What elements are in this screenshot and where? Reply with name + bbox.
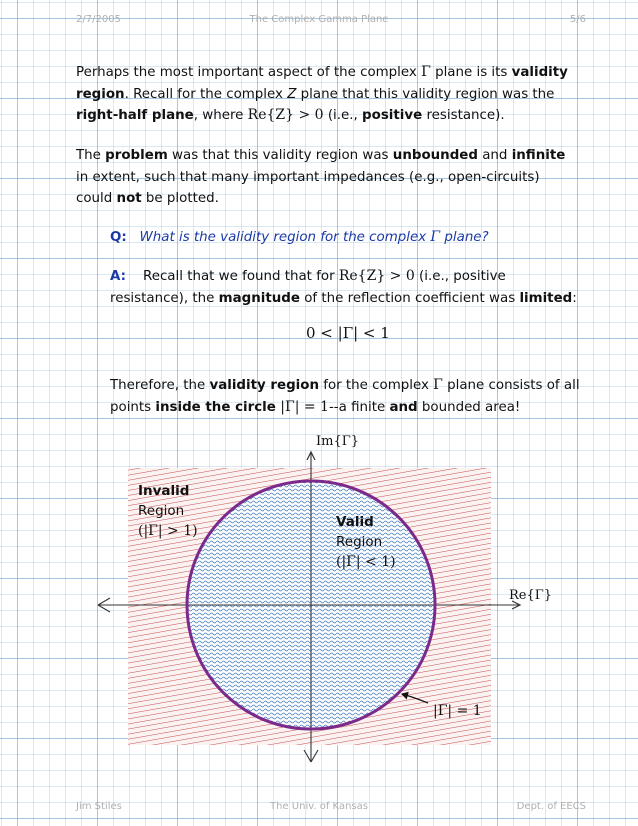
question-label: Q:: [110, 230, 127, 245]
text: plane consists of all points: [110, 378, 580, 415]
math-re-z-positive: Re{Z} > 0: [338, 268, 415, 284]
emphasis-limited: limited: [519, 290, 573, 306]
text: was that this validity region was: [167, 148, 393, 163]
valid-region-label: [336, 512, 396, 572]
text: in extent, such that many important impedances (e.g., open-circuits) could: [76, 169, 540, 207]
text: , where: [193, 108, 248, 124]
text: for the complex: [318, 378, 434, 393]
emphasis-and: and: [389, 399, 418, 415]
unit-circle-label: |Γ| = 1: [433, 703, 482, 719]
footer-university: The Univ. of Kansas: [270, 801, 368, 812]
imaginary-axis-bottom-arrow-icon: [304, 750, 311, 762]
text: Perhaps the most important aspect of the complex: [76, 65, 422, 80]
question-text: What is the validity region for the complex: [139, 230, 431, 245]
emphasis-inside-circle: inside the circle: [155, 399, 276, 415]
header-title: The Complex Gamma Plane: [249, 14, 389, 25]
invalid-region-label: [138, 481, 198, 541]
question-text-end: plane?: [440, 230, 489, 245]
text: Therefore, the: [110, 378, 210, 393]
real-axis-left-arrow-icon: [98, 598, 110, 605]
valid-region-condition: (|Γ| < 1): [336, 554, 396, 570]
text: and: [477, 148, 512, 163]
text: --a finite: [328, 399, 390, 415]
gamma-symbol: Γ: [433, 377, 443, 393]
header-page-number: 5/6: [569, 14, 586, 25]
math-re-z-positive: Re{Z} > 0: [247, 107, 324, 124]
text: . Recall for the complex: [124, 86, 288, 102]
text: resistance).: [422, 108, 505, 124]
gamma-symbol: Γ: [421, 64, 431, 80]
valid-region-title: Valid: [336, 514, 374, 530]
emphasis-magnitude: magnitude: [218, 290, 300, 306]
emphasis-right-half-plane: right-half plane: [76, 108, 194, 124]
text: bounded area!: [417, 399, 521, 415]
real-axis-left-arrow-icon: [98, 605, 110, 612]
emphasis-infinite: infinite: [511, 148, 566, 163]
text: (i.e.,: [323, 108, 363, 124]
answer-label: A:: [110, 269, 126, 284]
emphasis-not: not: [116, 191, 142, 207]
gamma-symbol: Γ: [430, 229, 441, 245]
text: The: [76, 148, 106, 163]
invalid-region-word: Region: [138, 503, 185, 519]
text: plane is its: [430, 65, 512, 80]
imaginary-axis-label: Im{Γ}: [316, 434, 360, 449]
header-date: 2/7/2005: [76, 14, 121, 25]
text: Recall that we found that for: [143, 269, 339, 284]
valid-region-word: Region: [336, 534, 383, 550]
footer-department: Dept. of EECS: [516, 801, 586, 812]
text: of the reflection coefficient was: [299, 290, 520, 306]
z-symbol: Z: [287, 86, 297, 102]
emphasis-unbounded: unbounded: [392, 148, 478, 163]
imaginary-axis-bottom-arrow-icon: [311, 750, 318, 762]
text: (i.e., positive resistance), the: [110, 269, 506, 306]
emphasis-validity-region: validity region: [209, 378, 319, 393]
math-unit-circle: |Γ| = 1: [275, 398, 329, 415]
invalid-region-condition: (|Γ| > 1): [138, 523, 198, 539]
emphasis-positive: positive: [362, 108, 423, 124]
text: :: [572, 290, 577, 306]
emphasis-problem: problem: [105, 148, 168, 163]
text: be plotted.: [141, 191, 219, 207]
footer-author: Jim Stiles: [76, 801, 122, 812]
text: plane that this validity region was the: [296, 86, 555, 102]
real-axis-label: Re{Γ}: [509, 588, 553, 603]
equation-magnitude-bound: 0 < |Γ| < 1: [306, 324, 390, 342]
invalid-region-title: Invalid: [138, 483, 190, 499]
page-footer: [0, 797, 638, 817]
emphasis-validity-region: validity region: [76, 65, 568, 102]
